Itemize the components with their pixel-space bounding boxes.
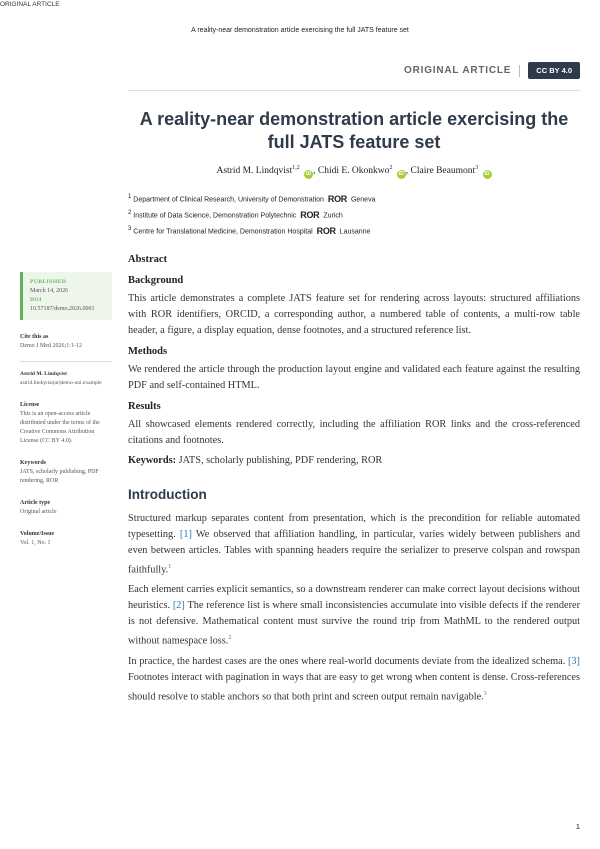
introduction-heading: Introduction <box>128 487 207 502</box>
doi-link[interactable]: 10.57187/demo.2026.0001 <box>30 306 95 312</box>
published-date: March 14, 2026 <box>30 288 69 294</box>
affiliation-text: Centre for Translational Medicine, Demonstration Hospital <box>133 228 313 236</box>
intro-paragraph <box>128 582 580 649</box>
citation-link[interactable]: [1] <box>179 529 192 540</box>
license-text: This is an open-access article distributed under the terms of the Creative Commons Attribution License (CC BY 4.0). <box>20 411 100 444</box>
corresponding-email[interactable]: astrid.lindqvist(at)demo-uni.example <box>20 380 102 386</box>
affiliation-city: Lausanne <box>339 228 371 236</box>
intro-paragraph <box>128 654 580 705</box>
keywords-label: Keywords: <box>128 455 177 466</box>
author-name[interactable]: Claire Beaumont <box>410 166 476 177</box>
author-affiliation-ref: 2 <box>389 165 393 171</box>
paragraph-text: The reference list is where small inconsistencies accumulate into visible defects if the renderer is not defensive. Mathematical content must survive the round trip from MathML to the rendered output without namespace loss. <box>128 600 580 647</box>
doi-label: DOI <box>30 297 42 303</box>
keywords-text: JATS, scholarly publishing, PDF rendering, ROR <box>178 455 383 466</box>
corresponding-author: Astrid M. Lindqvist <box>20 371 67 377</box>
page-number: 1 <box>575 822 580 831</box>
cite-section <box>20 333 112 351</box>
results-heading: Results <box>128 401 161 412</box>
volume-value: Vol. 1, No. 1 <box>20 540 51 546</box>
background-text: This article demonstrates a complete JATS feature set for rendering across layouts: structured affiliations with ROR identifiers, ORCID, a corresponding author, a numbered table of contents, a multi-row table header, a figure, a display equation, dense footnotes, and a structured reference list. <box>128 293 580 336</box>
keywords-section <box>20 459 112 486</box>
orcid-icon[interactable]: iD <box>398 171 404 178</box>
running-title: A reality-near demonstration article exercising the full JATS feature set <box>191 27 409 34</box>
header-divider <box>128 90 580 91</box>
corner-label: ORIGINAL ARTICLE <box>0 1 60 8</box>
paragraph-text: We observed that affiliation handling, in particular, varies widely between publishers and even between articles. Tables with spanning headers require the serializer to preserve colspan and rowspan faithfully. <box>128 529 580 576</box>
cite-value: Demo J Med 2026;1:1-12 <box>20 343 82 349</box>
paragraph-text: Each element carries explicit semantics, so a downstream renderer can make correct layout decisions without heuristics. <box>128 584 580 612</box>
license-label: License <box>20 402 40 408</box>
orcid-icon[interactable]: iD <box>306 171 312 178</box>
paragraph-text: Footnotes interact with pagination in ways that are easy to get wrong when content is dense. Cross-references should resolve to stable anchors so that both print and screen output remain navigable. <box>128 671 580 703</box>
affiliation-number: 1 <box>128 194 132 200</box>
paragraph-text: In practice, the hardest cases are the ones where real-world documents deviate from the idealized schema. <box>128 655 566 667</box>
author-name[interactable]: Astrid M. Lindqvist <box>216 166 293 177</box>
license-badge[interactable]: CC BY 4.0 <box>528 62 580 79</box>
volume-section <box>20 530 112 548</box>
sidebar <box>20 272 112 548</box>
cite-label: Cite this as <box>20 334 49 340</box>
keywords-label: Keywords <box>20 460 46 466</box>
author-name[interactable]: Chidi E. Okonkwo <box>317 166 390 177</box>
intro-paragraph <box>128 511 580 578</box>
title-line-2: full JATS feature set <box>267 132 441 152</box>
author-affiliation-ref: 1,2 <box>292 165 300 171</box>
article-title <box>128 108 580 154</box>
methods-text: We rendered the article through the production layout engine and validated each feature against the resulting PDF and self-contained HTML. <box>128 364 580 391</box>
affiliation-item <box>128 222 375 238</box>
author-affiliation-ref: 3 <box>475 165 479 171</box>
article-type-label: ORIGINAL ARTICLE <box>404 65 512 76</box>
results-text: All showcased elements rendered correctly, including the affiliation ROR links and the cross-referenced citations and footnotes. <box>128 419 580 446</box>
ror-icon[interactable]: ROR <box>327 194 347 205</box>
title-line-1: A reality-near demonstration article exercising the <box>139 109 569 129</box>
affiliation-text: Institute of Data Science, Demonstration Polytechnic <box>133 212 297 220</box>
affiliation-list <box>128 190 375 238</box>
article-type-section <box>20 499 112 517</box>
article-type-row <box>404 62 580 79</box>
orcid-icon[interactable]: iD <box>484 171 490 178</box>
footnote-link[interactable]: 3 <box>483 690 487 697</box>
affiliation-number: 2 <box>128 210 132 216</box>
ror-icon[interactable]: ROR <box>316 226 336 237</box>
divider <box>519 65 520 77</box>
abstract-heading: Abstract <box>128 254 168 265</box>
affiliation-item <box>128 206 375 222</box>
sidebar-divider <box>20 361 112 362</box>
license-section <box>20 401 112 446</box>
main-content <box>128 252 580 709</box>
citation-link[interactable]: [3] <box>567 655 580 667</box>
correspondence-section <box>20 370 112 388</box>
ror-icon[interactable]: ROR <box>300 210 320 221</box>
publication-box <box>20 272 112 320</box>
affiliation-item <box>128 190 375 206</box>
keywords-line <box>128 453 580 469</box>
volume-label: Volume/Issue <box>20 531 55 537</box>
citation-link[interactable]: [2] <box>172 600 185 612</box>
methods-heading: Methods <box>128 346 168 357</box>
author-list: Astrid M. Lindqvist$^{1,2}$ iD , Chidi E. Okonkwo$^2$ iD , Claire Beaumont$^3$ iD <box>216 165 490 178</box>
paragraph-text: Structured markup separates content from presentation, which is the precondition for reliable automated typesetting. <box>128 513 580 540</box>
article-type-label: Article type <box>20 500 51 506</box>
published-label: PUBLISHED <box>30 279 67 285</box>
background-heading: Background <box>128 275 184 286</box>
affiliation-number: 3 <box>128 226 132 232</box>
footnote-link[interactable]: 2 <box>228 635 232 642</box>
article-type-value: Original article <box>20 509 57 515</box>
footnote-link[interactable]: 1 <box>168 564 172 570</box>
affiliation-text: Department of Clinical Research, University of Demonstration <box>133 196 324 204</box>
affiliation-city: Zurich <box>323 212 343 220</box>
affiliation-city: Geneva <box>350 196 376 204</box>
keywords-value: JATS, scholarly publishing, PDF rendering, ROR <box>20 469 99 484</box>
